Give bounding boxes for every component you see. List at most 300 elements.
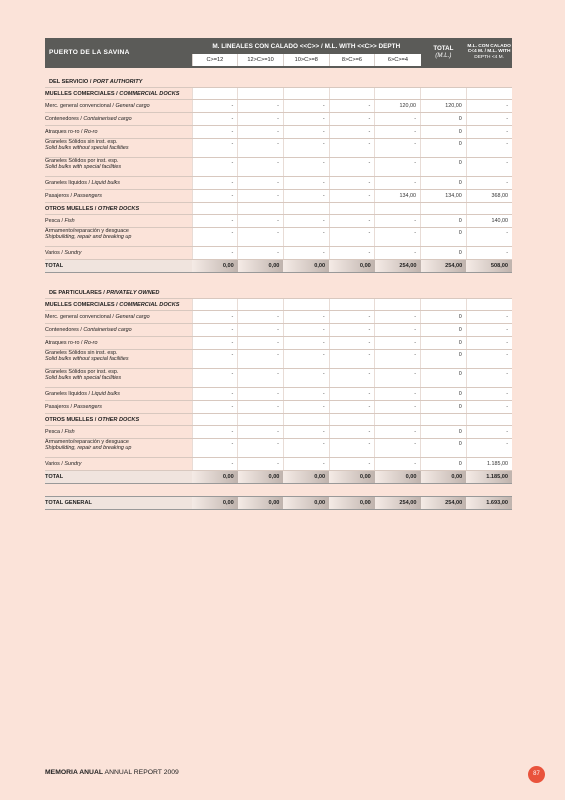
table-cell: - (329, 247, 375, 260)
table-cell: - (375, 350, 421, 369)
table-cell: - (466, 350, 512, 369)
table-cell: - (375, 177, 421, 190)
row-label: Contenedores / Containerised cargo (45, 324, 192, 337)
total-ml-header (421, 38, 467, 66)
shallow-depth-header (466, 38, 512, 66)
table-cell: - (192, 388, 238, 401)
row-label: Graneles líquidos / Liquid bulks (45, 177, 192, 190)
label-es: Graneles Sólidos por inst. esp. (45, 369, 119, 375)
table-cell: - (375, 324, 421, 337)
table-cell: - (329, 324, 375, 337)
table-cell: - (375, 228, 421, 247)
total-cell: 254,00 (421, 497, 467, 510)
table-cell: - (283, 177, 329, 190)
empty-cell (238, 414, 284, 426)
table-cell: - (238, 401, 284, 414)
table-cell: - (238, 337, 284, 350)
empty-cell (283, 414, 329, 426)
empty-cell (375, 88, 421, 100)
table-cell: - (283, 247, 329, 260)
port-name: PUERTO DE LA SAVINA (45, 38, 192, 66)
table-row (45, 100, 512, 113)
table-cell: - (329, 139, 375, 158)
table-cell: - (466, 388, 512, 401)
group-es: MUELLES COMERCIALES (45, 90, 115, 97)
table-cell: 120,00 (375, 100, 421, 113)
total-label: TOTAL (433, 45, 454, 52)
empty-cell (192, 299, 238, 311)
table-row (45, 177, 512, 190)
table-cell: - (329, 100, 375, 113)
table-cell: - (238, 311, 284, 324)
row-label: Contenedores / Containerised cargo (45, 113, 192, 126)
table-cell: - (466, 228, 512, 247)
table-row (45, 126, 512, 139)
group-en: COMMERCIAL DOCKS (119, 90, 180, 97)
subcol-header: 8>C>=6 (329, 54, 375, 66)
group-heading: OTROS MUELLES / OTHER DOCKS (45, 203, 192, 215)
table-cell: - (192, 401, 238, 414)
table-row (45, 401, 512, 414)
table-cell: - (283, 388, 329, 401)
table-cell: - (466, 126, 512, 139)
table-cell: - (375, 126, 421, 139)
table-cell: 0 (421, 228, 467, 247)
label-en: Shipbuilding, repair and breaking up (45, 234, 132, 240)
label-en: Solid bulks without special facilities (45, 356, 129, 362)
label-es: Pesca (45, 218, 60, 224)
table-cell: - (329, 439, 375, 458)
table-cell: 0 (421, 337, 467, 350)
label-en: Liquid bulks (91, 391, 120, 397)
table-cell: - (466, 401, 512, 414)
label-es: Pasajeros (45, 193, 69, 199)
table-cell: - (192, 100, 238, 113)
group-en: COMMERCIAL DOCKS (119, 301, 180, 308)
footer-title (45, 769, 179, 776)
table-row (45, 337, 512, 350)
label-es: Graneles Sólidos sin inst. esp. (45, 350, 118, 356)
table-cell: - (238, 350, 284, 369)
table-cell: - (466, 439, 512, 458)
row-label: Pasajeros / Passengers (45, 190, 192, 203)
group-heading: MUELLES COMERCIALES / COMMERCIAL DOCKS (45, 88, 192, 100)
table-cell: - (329, 426, 375, 439)
table-row (45, 139, 512, 158)
table-cell: - (238, 139, 284, 158)
table-cell: - (329, 177, 375, 190)
total-cell: 0,00 (238, 497, 284, 510)
table-cell: - (283, 350, 329, 369)
table-cell: - (238, 247, 284, 260)
total-cell: 0,00 (329, 497, 375, 510)
table-cell: - (466, 100, 512, 113)
table-cell: - (466, 158, 512, 177)
table-cell: 0 (421, 311, 467, 324)
spacer (45, 273, 512, 288)
row-label: Pesca / Fish (45, 426, 192, 439)
group-en: OTHER DOCKS (97, 416, 140, 423)
row-label (45, 139, 192, 158)
label-es: Varios (45, 250, 60, 256)
label-es: Armamento/reparación y desguace (45, 228, 129, 234)
label-en: Liquid bulks (91, 180, 120, 186)
table-cell: 0 (421, 350, 467, 369)
group-heading: MUELLES COMERCIALES / COMMERCIAL DOCKS (45, 299, 192, 311)
group-heading: OTROS MUELLES / OTHER DOCKS (45, 414, 192, 426)
label-es: Graneles Sólidos por inst. esp. (45, 158, 119, 164)
table-cell: 134,00 (421, 190, 467, 203)
table-row (45, 439, 512, 458)
empty-cell (192, 88, 238, 100)
table-cell: - (192, 177, 238, 190)
total-cell: 254,00 (421, 260, 467, 273)
row-label: Merc. general convencional / General cargo (45, 100, 192, 113)
footer-rest: ANNUAL REPORT 2009 (103, 769, 179, 776)
label-en: Containerised cargo (83, 116, 132, 122)
table-cell: 0 (421, 113, 467, 126)
group-en: OTHER DOCKS (97, 205, 140, 212)
total-cell: 0,00 (238, 471, 284, 484)
table-cell: - (238, 113, 284, 126)
table-cell: - (375, 311, 421, 324)
table-cell: - (375, 247, 421, 260)
table-cell: - (238, 215, 284, 228)
label-en: General cargo (115, 103, 150, 109)
empty-cell (466, 88, 512, 100)
total-label: TOTAL (45, 471, 192, 484)
row-label (45, 158, 192, 177)
table-cell: - (329, 126, 375, 139)
label-es: Graneles Sólidos sin inst. esp. (45, 139, 118, 145)
empty-cell (238, 203, 284, 215)
subcol-header: 6>C>=4 (375, 54, 421, 66)
table-cell: - (192, 228, 238, 247)
label-en: Solid bulks with special facilities (45, 375, 122, 381)
section-en: PRIVATELY OWNED (106, 289, 160, 296)
table-cell: - (192, 311, 238, 324)
table-row (45, 426, 512, 439)
table-cell: - (329, 388, 375, 401)
table-cell: - (283, 337, 329, 350)
empty-cell (375, 203, 421, 215)
table-cell: - (466, 369, 512, 388)
label-en: Passengers (73, 193, 102, 199)
row-label (45, 439, 192, 458)
label-es: Merc. general convencional (45, 103, 111, 109)
total-cell: 254,00 (375, 260, 421, 273)
spacer (45, 484, 512, 497)
table-cell: - (283, 126, 329, 139)
table-row (45, 247, 512, 260)
table-cell: - (192, 350, 238, 369)
table-cell: - (192, 324, 238, 337)
table-cell: - (283, 311, 329, 324)
table-cell: 0 (421, 439, 467, 458)
total-cell: 0,00 (283, 260, 329, 273)
table-cell: - (238, 458, 284, 471)
empty-cell (466, 414, 512, 426)
table-cell: - (375, 337, 421, 350)
table-cell: - (329, 369, 375, 388)
table-cell: - (329, 401, 375, 414)
label-en: Solid bulks with special facilities (45, 164, 122, 170)
table-cell: 0 (421, 177, 467, 190)
empty-cell (375, 299, 421, 311)
empty-cell (238, 88, 284, 100)
table-cell: - (283, 401, 329, 414)
table-row (45, 324, 512, 337)
total-cell: 1.185,00 (466, 471, 512, 484)
total-cell: 508,00 (466, 260, 512, 273)
label-es: Graneles líquidos (45, 180, 87, 186)
section-heading: DEL SERVICIO / PORT AUTHORITY (45, 76, 512, 88)
total-cell: 0,00 (329, 471, 375, 484)
table-cell: 140,00 (466, 215, 512, 228)
row-label: Pasajeros / Passengers (45, 401, 192, 414)
table-cell: - (375, 458, 421, 471)
table-cell: - (283, 100, 329, 113)
table-cell: - (329, 215, 375, 228)
table-cell: - (329, 158, 375, 177)
table-cell: - (192, 247, 238, 260)
row-label: Graneles líquidos / Liquid bulks (45, 388, 192, 401)
total-cell: 0,00 (192, 260, 238, 273)
label-en: Containerised cargo (83, 327, 132, 333)
total-cell: 0,00 (192, 471, 238, 484)
total-cell: 0,00 (238, 260, 284, 273)
table-cell: - (238, 158, 284, 177)
section-heading: DE PARTICULARES / PRIVATELY OWNED (45, 287, 512, 299)
table-row (45, 388, 512, 401)
table-cell: - (329, 337, 375, 350)
table-cell: - (466, 311, 512, 324)
row-label: Atraques ro-ro / Ro-ro (45, 126, 192, 139)
empty-cell (421, 88, 467, 100)
group-es: OTROS MUELLES (45, 416, 94, 423)
table-cell: 0 (421, 247, 467, 260)
table-cell: - (375, 388, 421, 401)
row-label: Merc. general convencional / General cargo (45, 311, 192, 324)
table-cell: - (283, 113, 329, 126)
table-cell: - (238, 228, 284, 247)
group-es: OTROS MUELLES (45, 205, 94, 212)
table-row (45, 190, 512, 203)
label-en: Sundry (64, 461, 82, 467)
table-cell: - (283, 324, 329, 337)
table-cell: - (466, 426, 512, 439)
table-cell: - (283, 215, 329, 228)
table-cell: 0 (421, 369, 467, 388)
subcol-header: C>=12 (192, 54, 238, 66)
table-cell: - (238, 177, 284, 190)
total-cell: 254,00 (375, 497, 421, 510)
total-unit: (M.L.) (435, 52, 452, 59)
table-cell: - (192, 337, 238, 350)
label-es: Contenedores (45, 116, 79, 122)
label-es: Varios (45, 461, 60, 467)
empty-cell (329, 299, 375, 311)
footer-bold: MEMORIA ANUAL (45, 769, 104, 776)
label-es: Merc. general convencional (45, 314, 111, 320)
table-row (45, 158, 512, 177)
total-label: TOTAL GENERAL (45, 497, 192, 510)
table-cell: - (329, 228, 375, 247)
label-es: Contenedores (45, 327, 79, 333)
subcol-header: 10>C>=8 (283, 54, 329, 66)
table-cell: - (238, 388, 284, 401)
empty-cell (283, 299, 329, 311)
table-cell: - (283, 158, 329, 177)
table-cell: - (192, 158, 238, 177)
empty-cell (192, 203, 238, 215)
row-label (45, 369, 192, 388)
label-es: Armamento/reparación y desguace (45, 439, 129, 445)
row-label: Varios / Sundry (45, 458, 192, 471)
row-label (45, 350, 192, 369)
table-cell: - (375, 215, 421, 228)
table-row (45, 311, 512, 324)
table-cell: - (375, 401, 421, 414)
empty-cell (329, 88, 375, 100)
table-cell: - (283, 139, 329, 158)
table-cell: 0 (421, 388, 467, 401)
label-en: General cargo (115, 314, 150, 320)
table-cell: - (192, 139, 238, 158)
table-cell: - (238, 126, 284, 139)
table-cell: - (466, 247, 512, 260)
table-cell: - (238, 369, 284, 388)
table-cell: - (329, 311, 375, 324)
mlc-line2: C<4 M. / M.L. WITH (467, 49, 511, 55)
depth-group-title: M. LINEALES CON CALADO <<C>> / M.L. WITH <<C>> DEPTH (192, 38, 420, 54)
table-cell: - (375, 369, 421, 388)
label-en: Fish (64, 429, 75, 435)
empty-cell (466, 299, 512, 311)
empty-cell (421, 203, 467, 215)
table-cell: - (283, 228, 329, 247)
berth-table (45, 38, 512, 510)
table-cell: 0 (421, 139, 467, 158)
table-cell: - (283, 426, 329, 439)
mlc-line3: DEPTH <4 M. (474, 54, 504, 60)
table-row (45, 458, 512, 471)
table-cell: - (192, 369, 238, 388)
empty-cell (329, 203, 375, 215)
table-cell: - (466, 337, 512, 350)
total-cell: 0,00 (283, 471, 329, 484)
total-cell: 0,00 (283, 497, 329, 510)
empty-cell (421, 414, 467, 426)
table-cell: - (466, 139, 512, 158)
table-cell: 0 (421, 458, 467, 471)
row-label (45, 228, 192, 247)
table-cell: - (192, 190, 238, 203)
total-cell: 0,00 (421, 471, 467, 484)
empty-cell (466, 203, 512, 215)
label-en: Passengers (73, 404, 102, 410)
label-en: Solid bulks without special facilities (45, 145, 129, 151)
group-es: MUELLES COMERCIALES (45, 301, 115, 308)
total-cell: 0,00 (329, 260, 375, 273)
table-cell: - (192, 113, 238, 126)
table-row (45, 113, 512, 126)
table-cell: - (283, 458, 329, 471)
table-row (45, 369, 512, 388)
table-cell: - (238, 190, 284, 203)
table-cell: 0 (421, 324, 467, 337)
table-row (45, 350, 512, 369)
table-cell: 368,00 (466, 190, 512, 203)
table-cell: - (192, 126, 238, 139)
section-es: DE PARTICULARES (49, 289, 102, 296)
table-cell: - (375, 426, 421, 439)
table-cell: 0 (421, 401, 467, 414)
table-cell: 120,00 (421, 100, 467, 113)
table-cell: - (375, 158, 421, 177)
section-en: PORT AUTHORITY (92, 78, 143, 85)
table-cell: - (192, 215, 238, 228)
table-cell: 0 (421, 426, 467, 439)
table-cell: - (466, 113, 512, 126)
label-es: Pesca (45, 429, 60, 435)
table-row (45, 215, 512, 228)
table-cell: - (238, 426, 284, 439)
subcol-header: 12>C>=10 (238, 54, 284, 66)
empty-cell (192, 414, 238, 426)
empty-cell (283, 88, 329, 100)
table-cell: - (329, 113, 375, 126)
label-es: Pasajeros (45, 404, 69, 410)
label-en: Sundry (64, 250, 82, 256)
label-es: Graneles líquidos (45, 391, 87, 397)
total-cell: 0,00 (192, 497, 238, 510)
label-en: Fish (64, 218, 75, 224)
table-cell: 1.185,00 (466, 458, 512, 471)
empty-cell (238, 299, 284, 311)
table-cell: - (375, 439, 421, 458)
spacer (45, 68, 512, 76)
table-cell: 0 (421, 126, 467, 139)
table-cell: - (238, 439, 284, 458)
table-cell: 0 (421, 158, 467, 177)
row-label: Pesca / Fish (45, 215, 192, 228)
table-cell: - (466, 177, 512, 190)
table-cell: - (466, 324, 512, 337)
table-row (45, 228, 512, 247)
empty-cell (375, 414, 421, 426)
total-cell: 0,00 (375, 471, 421, 484)
table-cell: - (329, 190, 375, 203)
row-label: Atraques ro-ro / Ro-ro (45, 337, 192, 350)
table-cell: 134,00 (375, 190, 421, 203)
table-cell: - (192, 426, 238, 439)
table-cell: - (375, 139, 421, 158)
table-cell: - (283, 369, 329, 388)
mlc-line1: M.L. CON CALADO (467, 44, 511, 50)
label-es: Atraques ro-ro (45, 129, 80, 135)
table-cell: - (192, 458, 238, 471)
empty-cell (329, 414, 375, 426)
total-label: TOTAL (45, 260, 192, 273)
table-cell: - (283, 439, 329, 458)
table-cell: - (329, 458, 375, 471)
label-es: Atraques ro-ro (45, 340, 80, 346)
empty-cell (283, 203, 329, 215)
table-cell: - (329, 350, 375, 369)
table-cell: - (192, 439, 238, 458)
row-label: Varios / Sundry (45, 247, 192, 260)
